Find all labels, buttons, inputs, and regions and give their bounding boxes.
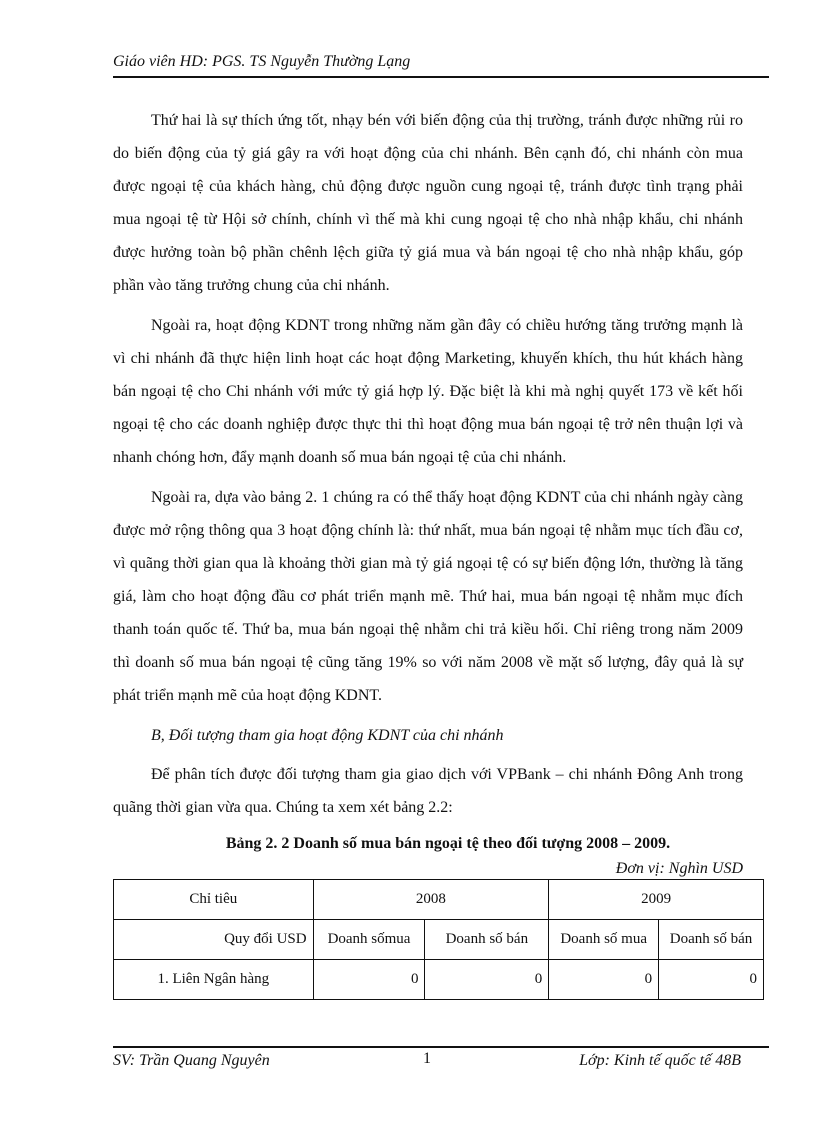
data-table xyxy=(113,879,764,1000)
header-year-2009: 2009 xyxy=(549,880,764,920)
teacher-name: Giáo viên HD: PGS. TS Nguyễn Thường Lạng xyxy=(113,53,411,70)
header-chi-tieu: Chỉ tiêu xyxy=(114,880,314,920)
intro-paragraph: Để phân tích được đối tượng tham gia giao dịch với VPBank – chi nhánh Đông Anh trong quãng thời gian vừa qua. Chúng ta xem xét bảng 2.2: xyxy=(113,766,743,816)
cell-buy-2009: 0 xyxy=(549,960,659,1000)
class-name: Lớp: Kinh tế quốc tế 48B xyxy=(579,1052,741,1069)
table-title: Bảng 2. 2 Doanh số mua bán ngoại tệ theo đối tượng 2008 – 2009. xyxy=(225,835,671,852)
page-footer xyxy=(113,1046,769,1078)
document-body xyxy=(113,104,743,881)
table-unit: Đơn vị: Nghìn USD xyxy=(615,860,743,877)
table-subheader-row xyxy=(114,920,764,960)
cell-buy-2008: 0 xyxy=(313,960,425,1000)
header-sell-2008: Doanh số bán xyxy=(425,920,549,960)
paragraph-3: Ngoài ra, dựa vào bảng 2. 1 chúng ra có thể thấy hoạt động KDNT của chi nhánh ngày càng được mở rộng thông qua 3 hoạt động chính là: thứ nhất, mua bán ngoại tệ nhằm mục tích đầu cơ, vì quãng thời gian qua là khoảng thời gian mà tỷ giá ngoại tệ có sự biến động lớn, thường là tăng giá, làm cho hoạt động đầu cơ phát triển mạnh mẽ. Thứ hai, mua bán ngoại tệ nhằm mục đích thanh toán quốc tế. Thứ ba, mua bán ngoại thệ nhằm chi trả kiều hối. Chỉ riêng trong năm 2009 thì doanh số mua bán ngoại tệ cũng tăng 19% so với năm 2008 về mặt số lượng, đây quả là sự phát triển mạnh mẽ của hoạt động KDNT. xyxy=(113,489,743,704)
header-quy-doi: Quy đổi USD xyxy=(114,920,314,960)
header-buy-2009: Doanh số mua xyxy=(549,920,659,960)
student-name: SV: Trần Quang Nguyên xyxy=(113,1052,270,1069)
cell-sell-2009: 0 xyxy=(659,960,764,1000)
header-sell-2009: Doanh số bán xyxy=(659,920,764,960)
table-row xyxy=(114,960,764,1000)
cell-sell-2008: 0 xyxy=(425,960,549,1000)
header-year-2008: 2008 xyxy=(313,880,549,920)
paragraph-1: Thứ hai là sự thích ứng tốt, nhạy bén với biến động của thị trường, tránh được những rủi ro do biến động của tỷ giá gây ra với hoạt động của chi nhánh. Bên cạnh đó, chi nhánh còn mua được ngoại tệ của khách hàng, chủ động được nguồn cung ngoại tệ, tránh được tình trạng phải mua ngoại tệ từ Hội sở chính, chính vì thế mà khi cung ngoại tệ cho nhà nhập khẩu, chi nhánh được hưởng toàn bộ phần chênh lệch giữa tỷ giá mua và bán ngoại tệ cho nhà nhập khẩu, góp phần vào tăng trưởng chung của chi nhánh. xyxy=(113,112,743,294)
header-buy-2008: Doanh sốmua xyxy=(313,920,425,960)
section-heading: B, Đối tượng tham gia hoạt động KDNT của chi nhánh xyxy=(151,727,504,744)
table-header-row xyxy=(114,880,764,920)
paragraph-2: Ngoài ra, hoạt động KDNT trong những năm gần đây có chiều hướng tăng trưởng mạnh là vì chi nhánh đã thực hiện linh hoạt các hoạt động Marketing, khuyến khích, thu hút khách hàng bán ngoại tệ cho Chi nhánh với mức tỷ giá hợp lý. Đặc biệt là khi mà nghị quyết 173 về kết hối ngoại tệ cho các doanh nghiệp được thực thi thì hoạt động mua bán ngoại tệ trở nên thuận lợi và nhanh chóng hơn, đẩy mạnh doanh số mua bán ngoại tệ của chi nhánh. xyxy=(113,317,743,466)
page-number: 1 xyxy=(423,1050,431,1067)
page-header xyxy=(113,50,769,78)
row-label: 1. Liên Ngân hàng xyxy=(114,960,314,1000)
